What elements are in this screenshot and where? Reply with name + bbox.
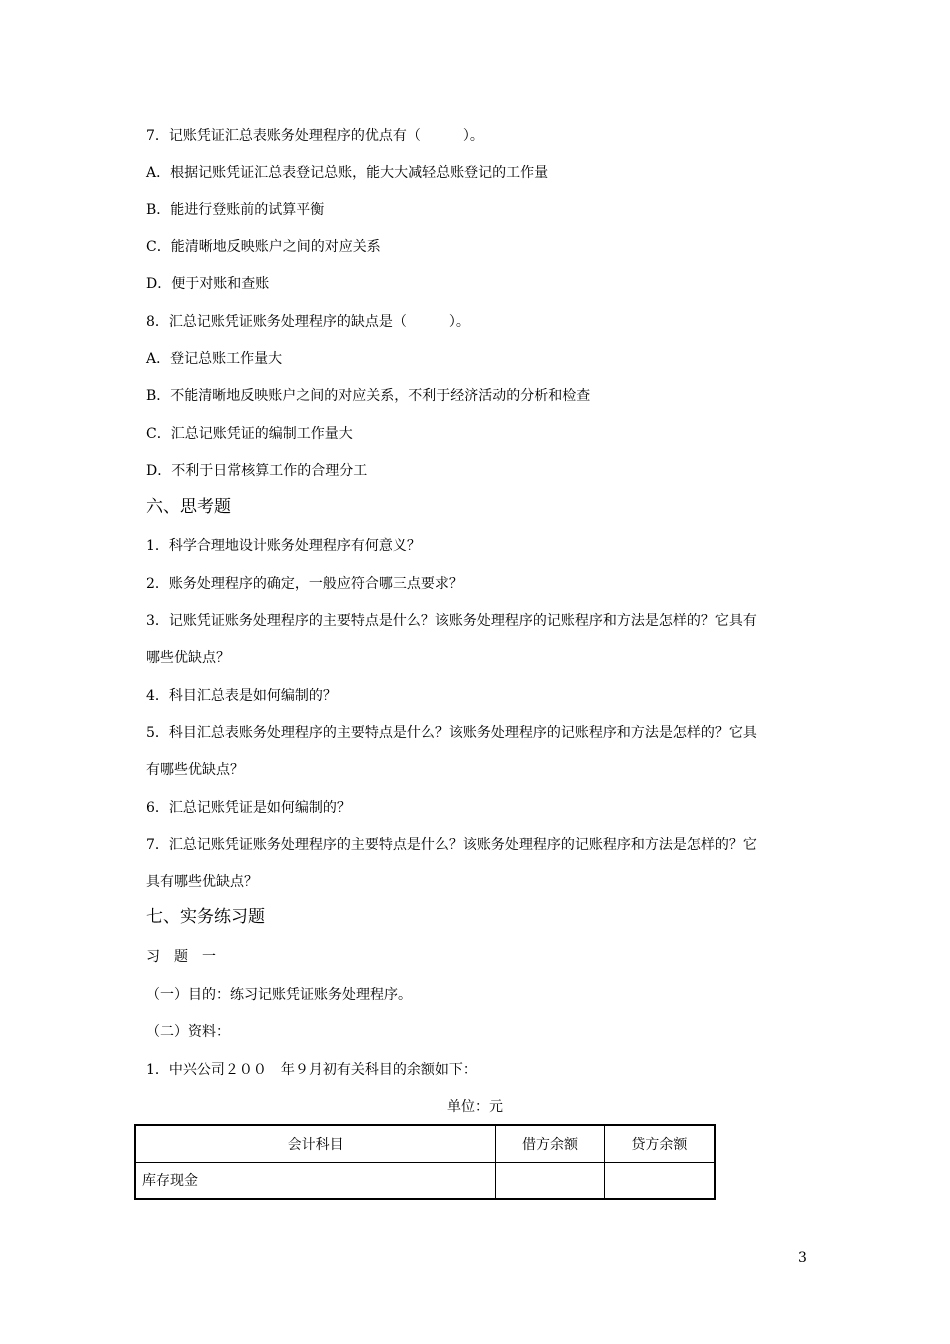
- unit-label: 单位：元: [447, 1099, 503, 1115]
- option-7b: B．能进行登账前的试算平衡: [146, 202, 325, 218]
- section-7-heading: 七、实务练习题: [146, 907, 265, 927]
- discussion-q7: 7．汇总记账凭证账务处理程序的主要特点是什么？该账务处理程序的记账程序和方法是怎样的？它: [146, 837, 757, 853]
- discussion-q5: 5．科目汇总表账务处理程序的主要特点是什么？该账务处理程序的记账程序和方法是怎样的？它具: [146, 725, 757, 741]
- section-6-heading: 六、思考题: [146, 497, 231, 517]
- table-row: [135, 1162, 715, 1199]
- option-7d: D．便于对账和查账: [146, 276, 270, 292]
- header-debit: 借方余额: [496, 1125, 605, 1162]
- option-7a: A．根据记账凭证汇总表登记总账，能大大减轻总账登记的工作量: [146, 165, 549, 181]
- header-account: 会计科目: [135, 1125, 496, 1162]
- option-8b: B．不能清晰地反映账户之间的对应关系，不利于经济活动的分析和检查: [146, 388, 591, 404]
- page-number: 3: [798, 1250, 807, 1266]
- option-8a: A．登记总账工作量大: [146, 351, 283, 367]
- discussion-q6: 6．汇总记账凭证是如何编制的？: [146, 800, 351, 816]
- exercise-purpose: （一）目的：练习记账凭证账务处理程序。: [146, 987, 412, 1003]
- discussion-q1: 1．科学合理地设计账务处理程序有何意义？: [146, 538, 421, 554]
- question-7: 7．记账凭证汇总表账务处理程序的优点有（ ）。: [146, 128, 484, 144]
- discussion-q5-cont: 有哪些优缺点？: [146, 762, 244, 778]
- cell-account: 库存现金: [135, 1162, 496, 1199]
- discussion-q2: 2．账务处理程序的确定，一般应符合哪三点要求？: [146, 576, 463, 592]
- discussion-q4: 4．科目汇总表是如何编制的？: [146, 688, 337, 704]
- option-8d: D．不利于日常核算工作的合理分工: [146, 463, 368, 479]
- header-credit: 贷方余额: [604, 1125, 715, 1162]
- cell-credit: [604, 1162, 715, 1199]
- exercise-material: （二）资料：: [146, 1024, 230, 1040]
- option-8c: C．汇总记账凭证的编制工作量大: [146, 426, 353, 442]
- exercise-item-1: 1．中兴公司２００ 年９月初有关科目的余额如下：: [146, 1062, 477, 1078]
- discussion-q3: 3．记账凭证账务处理程序的主要特点是什么？该账务处理程序的记账程序和方法是怎样的？它具有: [146, 613, 757, 629]
- discussion-q3-cont: 哪些优缺点？: [146, 650, 230, 666]
- balance-table: [134, 1124, 716, 1200]
- option-7c: C．能清晰地反映账户之间的对应关系: [146, 239, 381, 255]
- exercise-title: 习 题 一: [146, 949, 216, 965]
- question-8: 8．汇总记账凭证账务处理程序的缺点是（ ）。: [146, 314, 470, 330]
- discussion-q7-cont: 具有哪些优缺点？: [146, 874, 258, 890]
- table-header-row: [135, 1125, 715, 1162]
- cell-debit: [496, 1162, 605, 1199]
